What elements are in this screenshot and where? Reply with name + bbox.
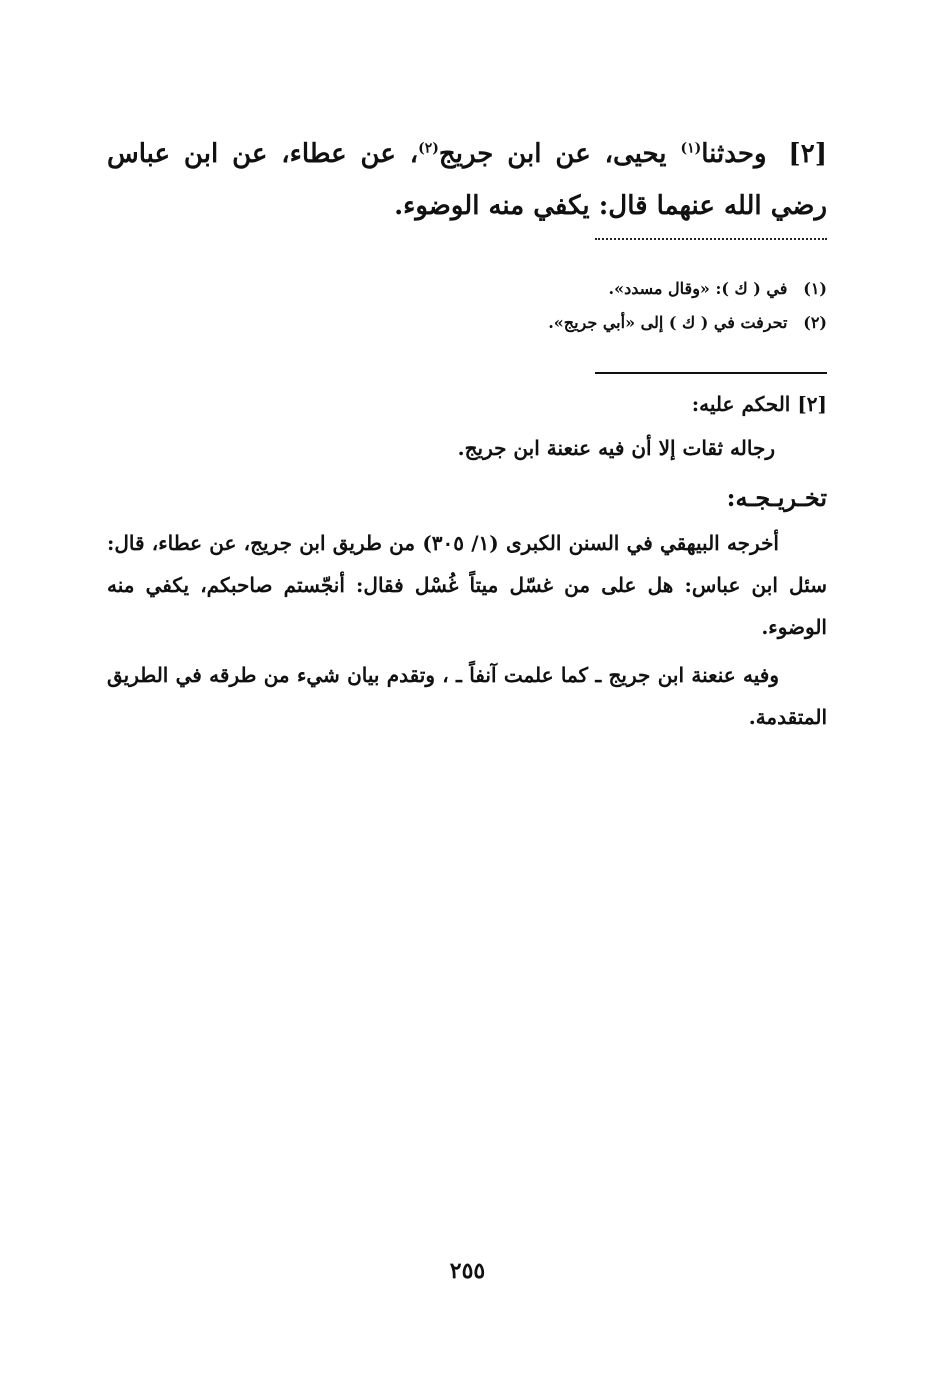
footnote-separator: [595, 238, 827, 250]
hadith-text-part3: ، عن عطاء، عن ابن عباس رضي الله عنهما قال: يكفي منه الوضوء.: [107, 139, 827, 221]
takhrij-paragraph: أخرجه البيهقي في السنن الكبرى (١/ ٣٠٥) من طريق ابن جريج، عن عطاء، قال: سئل ابن عباس: هل على من غسّل ميتاً غُسْل فقال: أنجّستم صاحبكم، يكفي منه الوضوء.: [107, 531, 827, 639]
takhrij-body: [107, 522, 827, 744]
ruling-heading: [٢] الحكم عليه:: [691, 392, 827, 416]
section-divider: [595, 372, 827, 374]
footnotes: [107, 272, 827, 340]
footnote-ref-2: (٢): [418, 140, 439, 157]
footnote-item: [107, 272, 827, 306]
footnote-number: (١): [803, 279, 827, 298]
hadith-text-part2: يحيى، عن ابن جريج: [438, 139, 667, 169]
footnote-item: [107, 306, 827, 340]
hadith-text: [107, 128, 827, 232]
footnote-text: في ( ك ): «وقال مسدد».: [608, 279, 788, 298]
page-number: ٢٥٥: [449, 1258, 486, 1284]
hadith-text-part1: وحدثنا: [701, 139, 767, 169]
footnote-text: تحرفت في ( ك ) إلى «أبي جريج».: [548, 313, 788, 332]
takhrij-heading: تخـريـجـه:: [726, 483, 827, 512]
footnote-ref-1: (١): [680, 140, 702, 157]
hadith-number: [٢]: [788, 139, 827, 169]
ruling-text: رجاله ثقات إلا أن فيه عنعنة ابن جريج.: [457, 436, 775, 460]
footnote-number: (٢): [803, 313, 827, 332]
takhrij-paragraph: وفيه عنعنة ابن جريج ـ كما علمت آنفاً ـ ، وتقدم بيان شيء من طرقه في الطريق المتقدمة.: [107, 663, 827, 729]
